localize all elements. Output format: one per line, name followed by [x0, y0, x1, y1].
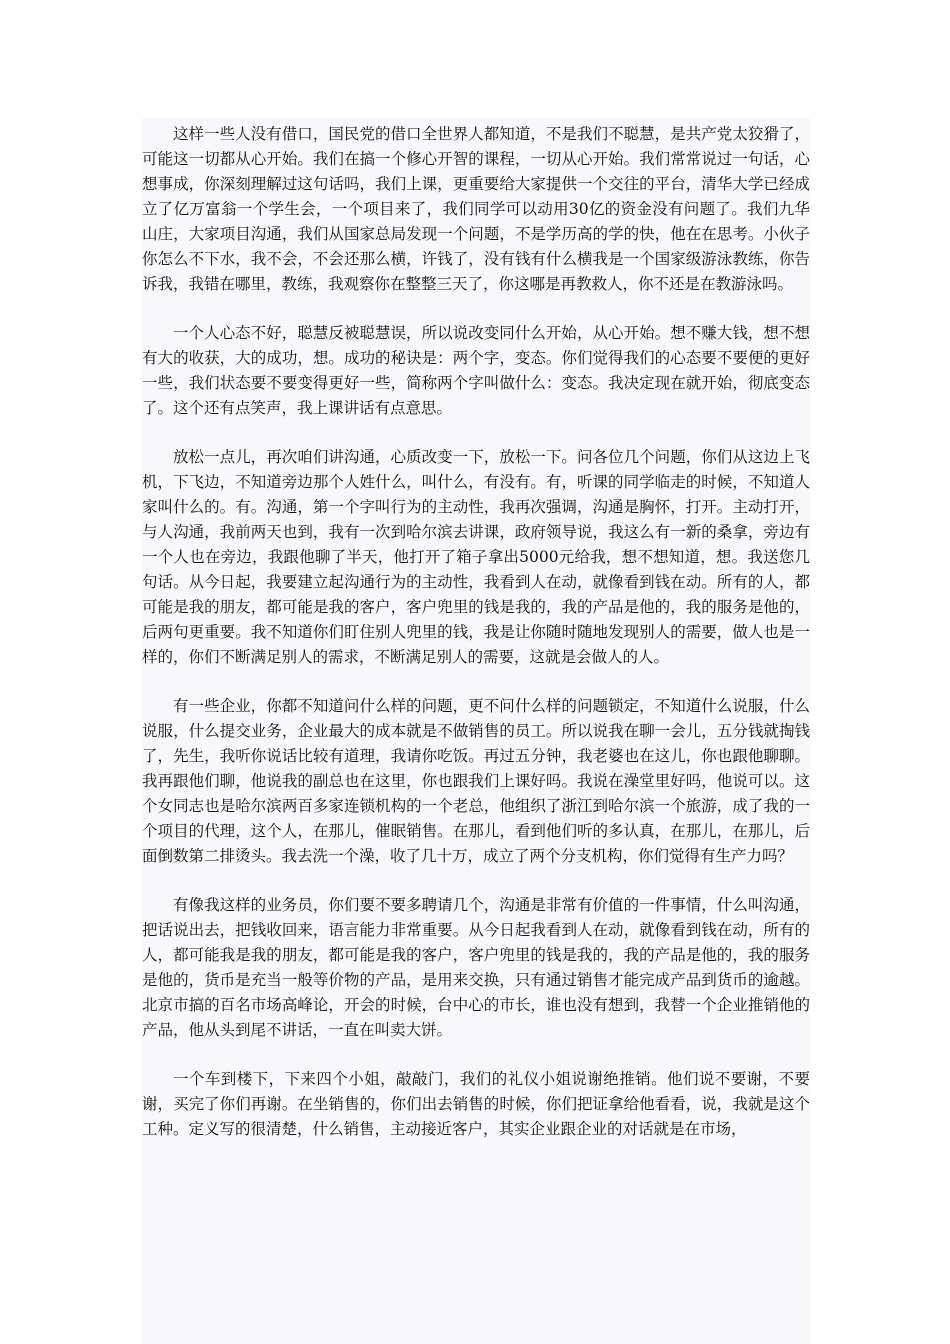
paragraph: 放松一点儿，再次咱们讲沟通，心质改变一下，放松一下。问各位几个问题，你们从这边上飞机，下飞边，不知道旁边那个人姓什么，叫什么，有没有。有，听课的同学临走的时候，不知道人家叫什么的。有。沟通，第一个字叫行为的主动性，我再次强调，沟通是胸怀，打开。主动打开，与人沟通，我前两天也到，我有一次到哈尔滨去讲课，政府领导说，我这么有一新的桑拿，旁边有一个人也在旁边，我跟他聊了半天，他打开了箱子拿出5000元给我，想不想知道，想。我送您几句话。从今日起，我要建立起沟通行为的主动性，我看到人在动，就像看到钱在动。所有的人，都可能是我的朋友，都可能是我的客户，客户兜里的钱是我的，我的产品是他的，我的服务是他的，后两句更重要。我不知道你们盯住别人兜里的钱，我是让你随时随地发现别人的需要，做人也是一样的，你们不断满足别人的需求，不断满足别人的需要，这就是会做人的人。 — [142, 448, 810, 666]
paragraph: 有像我这样的业务员，你们要不要多聘请几个，沟通是非常有价值的一件事情，什么叫沟通，把话说出去，把钱收回来，语言能力非常重要。从今日起我看到人在动，就像看到钱在动，所有的人，都可能我是我的朋友，都可能是我的客户，客户兜里的钱是我的，我的产品是他的，我的服务是他的，货币是充当一般等价物的产品，是用来交换，只有通过销售才能完成产品到货币的逾越。北京市搞的百名市场高峰论，开会的时候，台中心的市长，谁也没有想到，我替一个企业推销他的产品，他从头到尾不讲话，一直在叫卖大饼。 — [142, 896, 810, 1039]
text-body — [142, 118, 810, 1344]
paragraph: 这样一些人没有借口，国民党的借口全世界人都知道，不是我们不聪慧，是共产党太狡猾了，可能这一切都从心开始。我们在搞一个修心开智的课程，一切从心开始。我们常常说过一句话，心想事成，你深刻理解过这句话吗，我们上课，更重要给大家提供一个交往的平台，清华大学已经成立了亿万富翁一个学生会，一个项目来了，我们同学可以动用30亿的资金没有问题了。我们九华山庄，大家项目沟通，我们从国家总局发现一个问题，不是学历高的学的快，他在在思考。小伙子你怎么不下水，我不会，不会还那么横，许钱了，没有钱有什么横我是一个国家级游泳教练，你告诉我，我错在哪里，教练，我观察你在整整三天了，你这哪是再教救人，你不还是在教游泳吗。 — [142, 125, 810, 293]
paragraph: 一个车到楼下，下来四个小姐，敲敲门，我们的礼仪小姐说谢绝推销。他们说不要谢，不要谢，买完了你们再谢。在坐销售的，你们出去销售的时候，你们把证拿给他看看，说，我就是这个工种。定义写的很清楚，什么销售，主动接近客户，其实企业跟企业的对话就是在市场， — [142, 1070, 810, 1138]
paragraph: 有一些企业，你都不知道问什么样的问题，更不问什么样的问题锁定，不知道什么说服，什么说服，什么提交业务，企业最大的成本就是不做销售的员工。所以说我在聊一会儿，五分钱就掏钱了，先生，我听你说话比较有道理，我请你吃饭。再过五分钟，我老婆也在这儿，你也跟他聊聊。我再跟他们聊，他说我的副总也在这里，你也跟我们上课好吗。我说在澡堂里好吗，他说可以。这个女同志也是哈尔滨两百多家连锁机构的一个老总，他组织了浙江到哈尔滨一个旅游，成了我的一个项目的代理，这个人，在那儿，催眠销售。在那儿，看到他们听的多认真，在那儿，在那儿，后面倒数第二排烫头。我去洗一个澡，收了几十万，成立了两个分支机构，你们觉得有生产力吗？ — [142, 697, 810, 865]
paragraph: 一个人心态不好，聪慧反被聪慧误，所以说改变同什么开始，从心开始。想不赚大钱，想不想有大的收获，大的成功，想。成功的秘诀是：两个字，变态。你们觉得我们的心态要不要便的更好一些，我们状态要不要变得更好一些，简称两个字叫做什么：变态。我决定现在就开始，彻底变态了。这个还有点笑声，我上课讲话有点意思。 — [142, 324, 810, 417]
